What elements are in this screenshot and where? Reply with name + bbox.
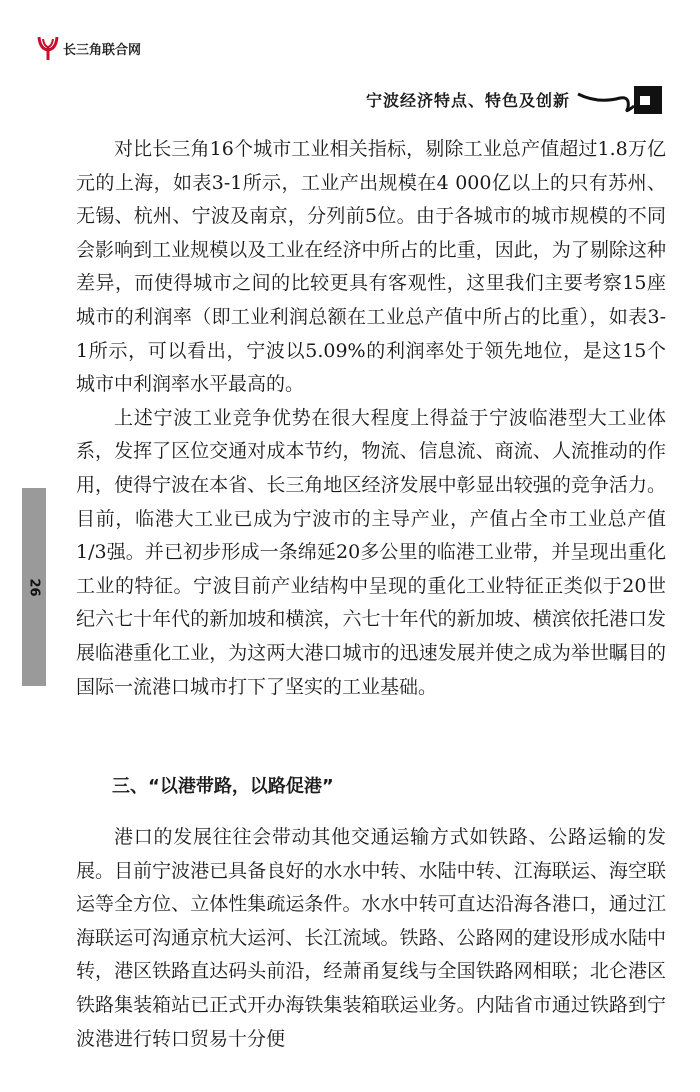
page-number-tab [22, 488, 46, 686]
site-logo-icon [36, 34, 60, 62]
running-header [366, 82, 664, 116]
site-logo-text: 长三角联合网 [63, 42, 142, 58]
section-heading: 三、“以港带路，以路促港” [112, 776, 334, 797]
paragraph-2: 上述宁波工业竞争优势在很大程度上得益于宁波临港型大工业体系，发挥了区位交通对成本节约，物流、信息流、商流、人流推动的作用，使得宁波在本省、长三角地区经济发展中彰显出较强的竞争活力。目前，临港大工业已成为宁波市的主导产业，产值占全市工业总产值1/3强。并已初步形成一条绵延20多公里的临港工业带，并呈现出重化工业的特征。宁波目前产业结构中呈现的重化工业特征正类似于20世纪六七十年代的新加坡和横滨，六七十年代的新加坡、横滨依托港口发展临港重化工业，为这两大港口城市的迅速发展并使之成为举世瞩目的国际一流港口城市打下了坚实的工业基础。 [76, 406, 666, 698]
running-title: 宁波经济特点、特色及创新 [365, 90, 570, 110]
paragraph-1: 对比长三角16个城市工业相关指标，剔除工业总产值超过1.8万亿元的上海，如表3-1所示，工业产出规模在4 000亿以上的只有苏州、无锡、杭州、宁波及南京，分列前5位。由于各城市的城市规模的不同会影响到工业规模以及工业在经济中所占的比重，因此，为了剔除这种差异，而使得城市之间的比较更具有客观性，这里我们主要考察15座城市的利润率（即工业利润总额在工业总产值中所占的比重），如表3-1所示，可以看出，宁波以5.09%的利润率处于领先地位，是这15个城市中利润率水平最高的。 [76, 138, 666, 396]
paragraph-3: 港口的发展往往会带动其他交通运输方式如铁路、公路运输的发展。目前宁波港已具备良好的水水中转、水陆中转、江海联运、海空联运等全方位、立体性集疏运条件。水水中转可直达沿海各港口，通过江海联运可沟通京杭大运河、长江流域。铁路、公路网的建设形成水陆中转，港区铁路直达码头前沿，经萧甬复线与全国铁路网相联；北仑港区铁路集装箱站已正式开办海铁集装箱联运业务。内陆省市通过铁路到宁波港进行转口贸易十分便 [76, 826, 666, 1050]
body-text-top [76, 133, 666, 704]
page-number: 26 [26, 578, 42, 597]
header-ornament-icon [576, 82, 664, 116]
site-logo [36, 34, 141, 62]
body-text-bottom [76, 821, 666, 1056]
